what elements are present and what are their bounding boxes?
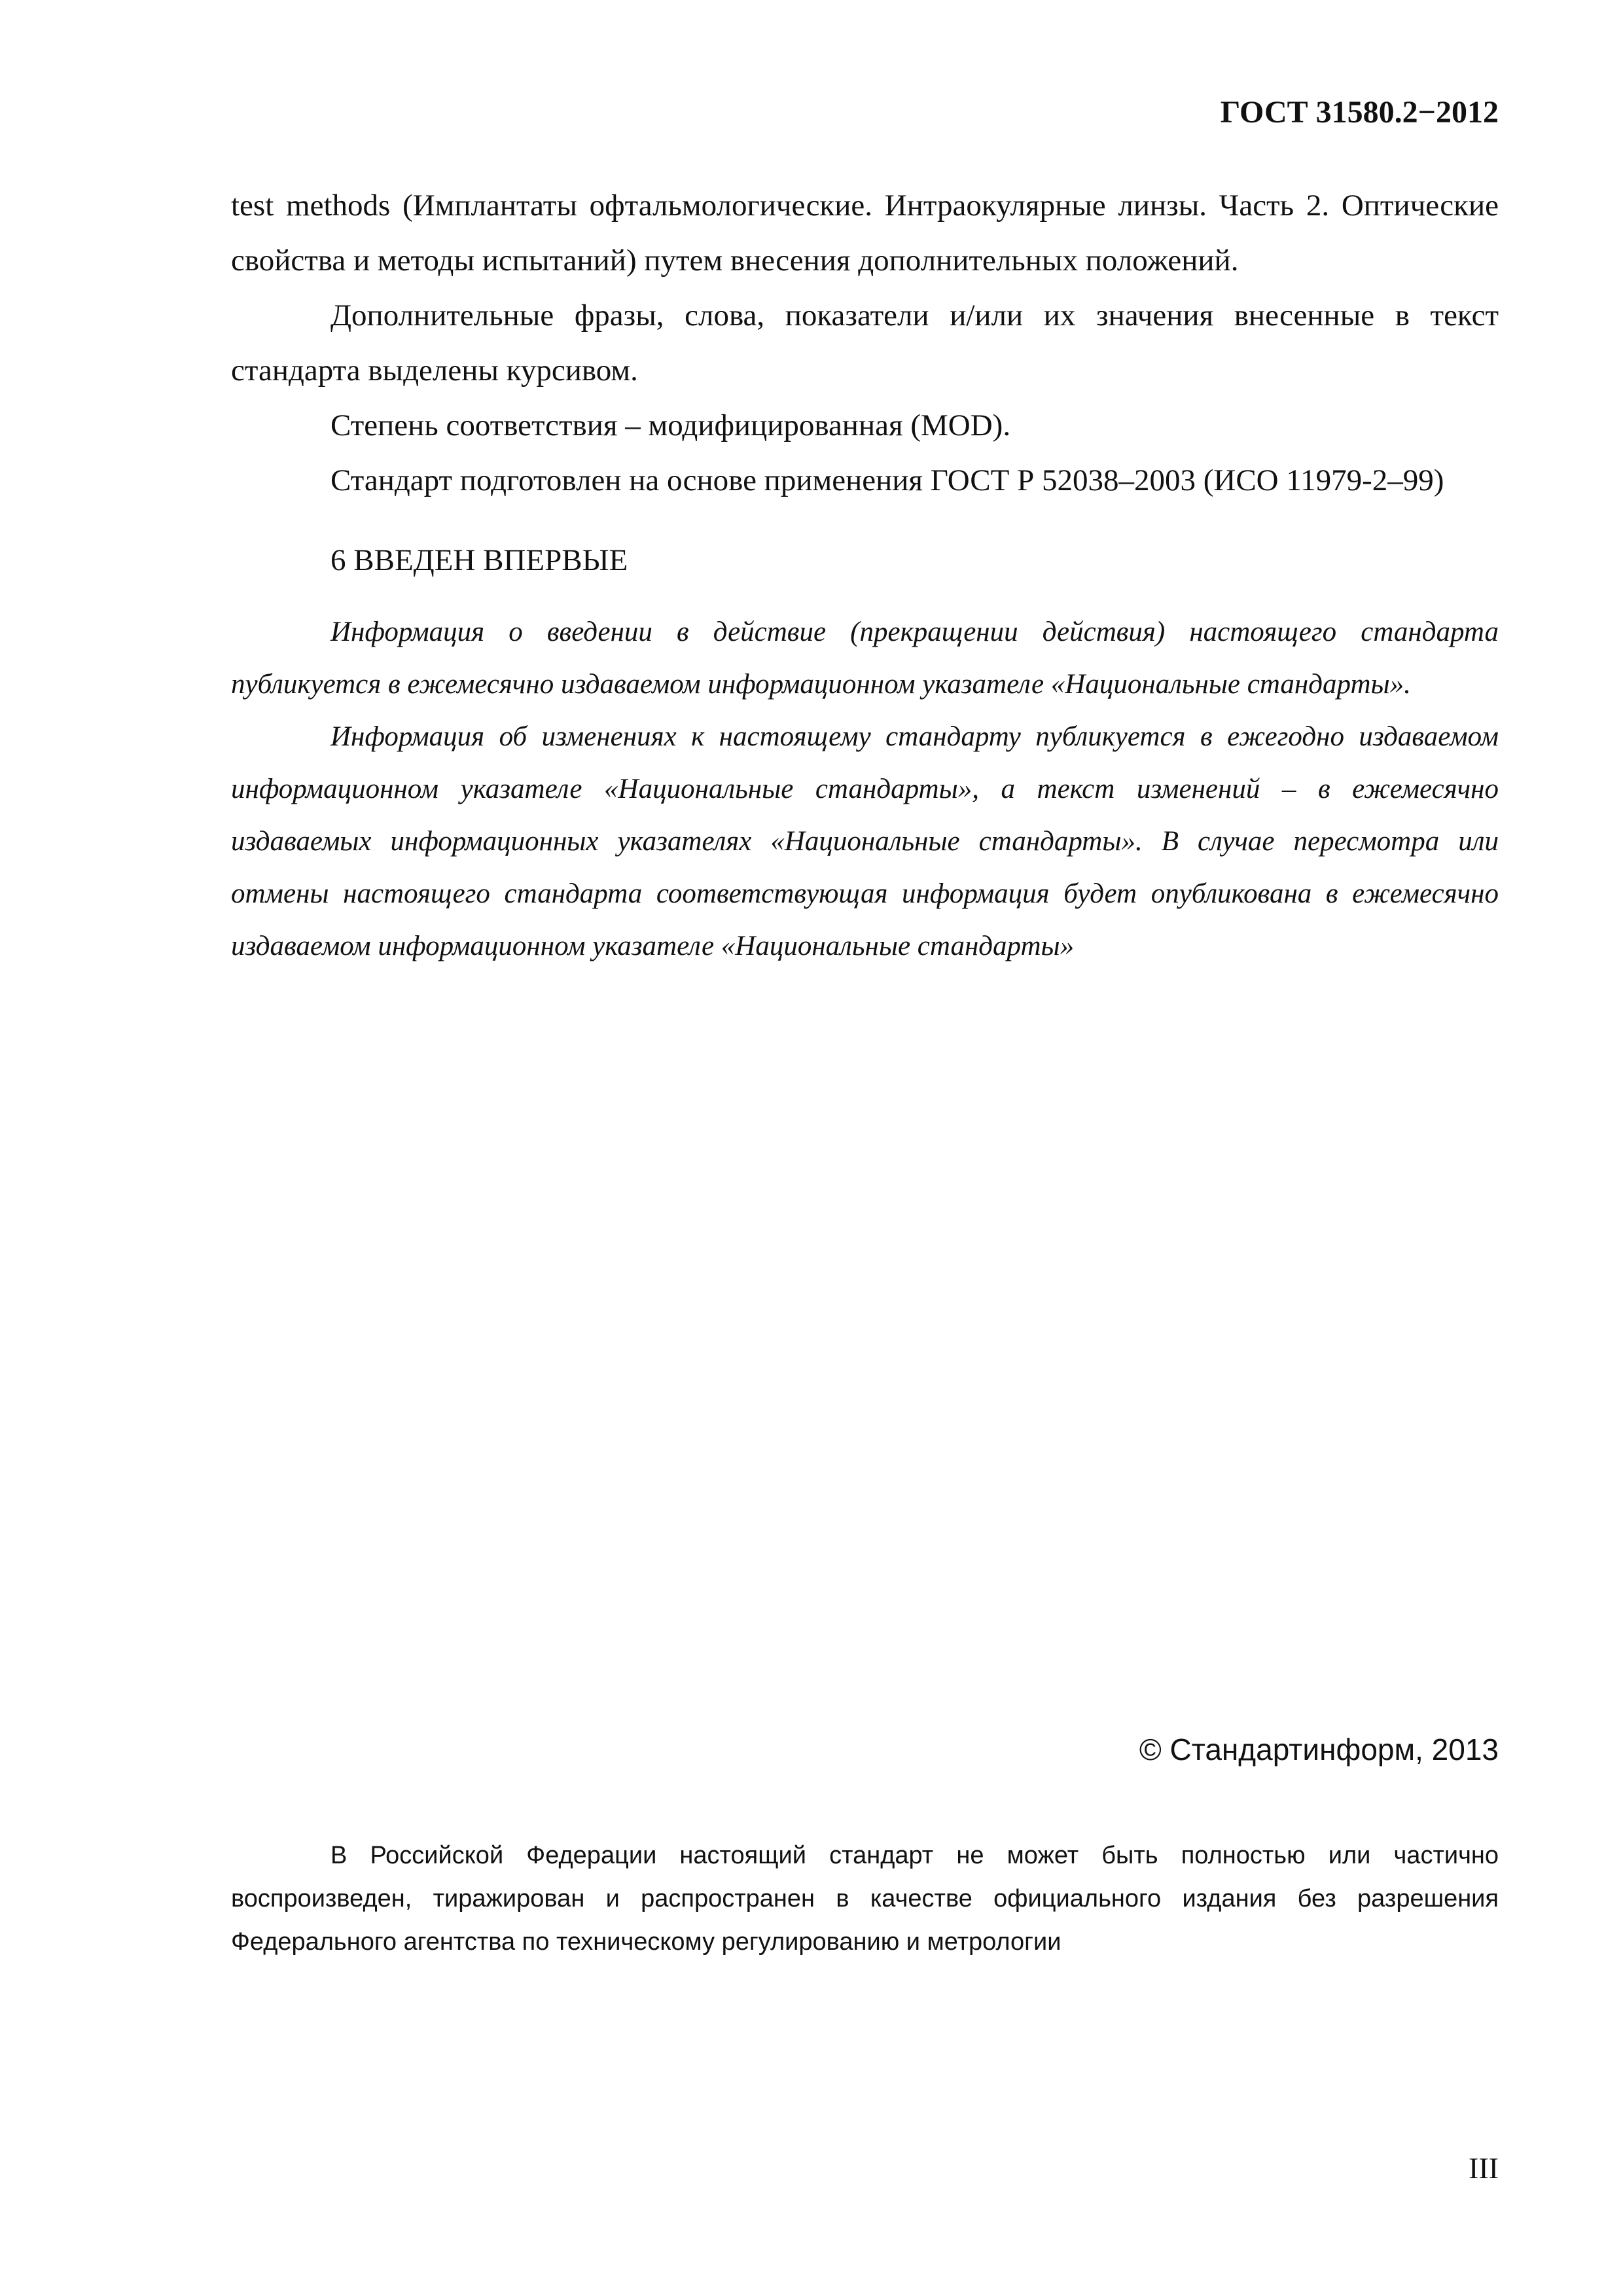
page-number: III <box>1469 2151 1499 2185</box>
notice-paragraph-changes: Информация об изменениях к настоящему стандарту публикуется в ежегодно издаваемом информационном указателе «Национальные стандарты», а текст изменений – в ежемесячно издаваемых информационных указателях «Национальные стандарты». В случае пересмотра или отмены настоящего стандарта соответствующая информация будет опубликована в ежемесячно издаваемом информационном указателе «Национальные стандарты» <box>231 721 1499 961</box>
paragraph-test-methods: test methods (Имплантаты офтальмологические. Интраокулярные линзы. Часть 2. Оптические свойства и методы испытаний) путем внесения дополнительных положений. <box>231 188 1499 278</box>
reproduction-rights-notice: В Российской Федерации настоящий стандарт не может быть полностью или частично воспроизведен, тиражирован и распространен в качестве официального издания без разрешения Федерального агентства по техническому регулированию и метрологии <box>231 1842 1499 1956</box>
paragraph-prepared-basis: Стандарт подготовлен на основе применения ГОСТ Р 52038–2003 (ИСО 11979-2–99) <box>330 463 1444 497</box>
main-text-block <box>231 178 1499 973</box>
section-6-heading: 6 ВВЕДЕН ВПЕРВЫЕ <box>330 543 628 577</box>
document-code-header: ГОСТ 31580.2−2012 <box>1220 95 1499 130</box>
publication-notice <box>231 606 1499 973</box>
paragraph-conformity-degree: Степень соответствия – модифицированная (MOD). <box>330 408 1011 442</box>
paragraph-italic-note: Дополнительные фразы, слова, показатели и/или их значения внесенные в текст стандарта выделены курсивом. <box>231 298 1499 387</box>
copyright-line: © Стандартинформ, 2013 <box>1139 1732 1499 1767</box>
notice-paragraph-introduction: Информация о введении в действие (прекращении действия) настоящего стандарта публикуется в ежемесячно издаваемом информационном указателе «Национальные стандарты». <box>231 617 1499 700</box>
